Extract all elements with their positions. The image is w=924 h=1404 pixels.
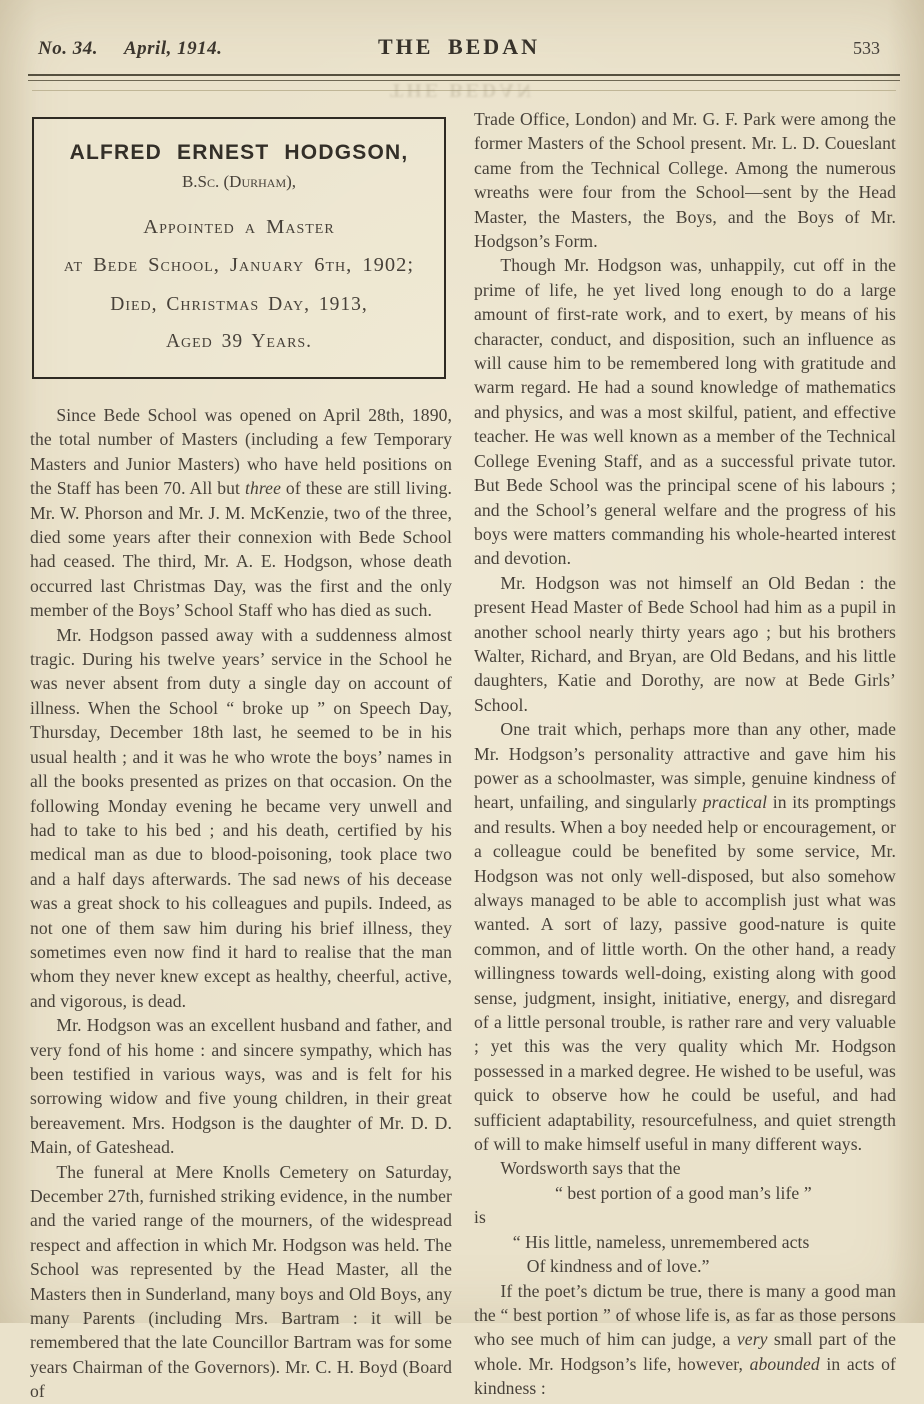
page-header — [26, 26, 902, 60]
issue-date: April, 1914. — [123, 38, 223, 59]
two-column-layout — [26, 107, 902, 1404]
verse-line: Of kindness and of love.” — [526, 1256, 710, 1277]
verse-line: “ best portion of a good man’s life ” — [554, 1182, 812, 1203]
issue-info — [38, 38, 338, 60]
paragraph: Though Mr. Hodgson was, unhappily, cut off in the prime of life, he yet lived long enough to do a large amount of first-rate work, and to exert, by means of his character, conduct, and disposition, such an influence as will cause him to be remembered long with gratitude and warm regard. He had a sound knowledge of mathematics and physics, and was a most skilful, patient, and effective teacher. He was well known as a member of the Technical College Evening Staff, and as a successful private tutor. But Bede School was the principal scene of his labours ; and the School’s general welfare and the progress of his boys were matters commanding his whole-hearted interest and devotion. — [474, 255, 896, 569]
paragraph: Mr. Hodgson was an excellent husband and father, and very fond of his home : and sincere sympathy, which has been testified in various ways, was and is felt for his sorrowing widow and five young children, in their great bereavement. Mrs. Hodgson is the daughter of Mr. D. D. Main, of Gateshead. — [30, 1015, 452, 1158]
verse-line: is — [474, 1207, 486, 1228]
right-column — [474, 107, 896, 1404]
aged-line: Aged 39 Years. — [165, 331, 313, 352]
left-column — [30, 107, 452, 1404]
deceased-degree: B.Sc. (Durham), — [181, 172, 297, 191]
died-line: Died, Christmas Day, 1913, — [110, 294, 368, 315]
paragraph: Since Bede School was opened on April 28th, 1890, the total number of Masters (including a few Temporary Masters and Junior Masters) who have held positions on the Staff has been 70. All but three of these are still living. Mr. W. Phorson and Mr. J. M. McKenzie, two of the three, died some years after their connexion with Bede School had ceased. The third, Mr. A. E. Hodgson, whose death occurred last Christmas Day, was the first and the only member of the Boys’ School Staff who has died as such. — [30, 405, 452, 621]
showthrough-text: THE BEDAN — [389, 79, 535, 101]
issue-number: No. 34. — [38, 38, 98, 59]
appointed-line-2: at Bede School, January 6th, 1902; — [63, 254, 415, 276]
journal-title: THE BEDAN — [378, 34, 540, 59]
verse-line: “ His little, nameless, unremembered acts — [512, 1231, 810, 1252]
appointed-line-1: Appointed a Master — [143, 216, 335, 238]
header-rule-faint — [32, 90, 896, 91]
page-number: 533 — [853, 38, 880, 58]
paragraph: If the poet’s dictum be true, there is many a good man the “ best portion ” of whose life is, as far as those persons who see much of him can judge, a very small part of the whole. Mr. Hodgson’s life, however, abounded in acts of kindness : — [474, 1280, 896, 1399]
paragraph: One trait which, perhaps more than any other, made Mr. Hodgson’s personality attractive and gave him his power as a schoolmaster, was simple, genuine kindness of heart, unfailing, and singularly practical in its promptings and results. When a boy needed help or encouragement, or a colleague could be benefited by some service, Mr. Hodgson was not only well-disposed, but also somehow always managed to be able to accomplish just what was wanted. A sort of lazy, passive good-nature is quite common, and of little worth. On the other hand, a ready willingness towards well-doing, existing along with good sense, judgment, insight, initiative, energy, and disregard of a little personal trouble, is rather rare and very valuable ; yet this was the very quality which Mr. Hodgson possessed in a marked degree. He wished to be useful, was quick to observe how he could be useful, and had sufficient adaptability, resourcefulness, and quiet strength of will to make himself useful in many different ways. — [474, 719, 896, 1155]
obituary-notice-box — [32, 117, 446, 379]
deceased-name: ALFRED ERNEST HODGSON, — [69, 141, 409, 164]
paragraph: Trade Office, London) and Mr. G. F. Park were among the former Masters of the School present. Mr. L. D. Coueslant came from the Technical College. Among the numerous wreaths were four from the School—sent by the Head Master, the Masters, the Boys, and the Boys of Mr. Hodgson’s Form. — [474, 109, 896, 252]
paragraph: Wordsworth says that the — [500, 1158, 681, 1179]
header-rule-double — [28, 74, 900, 81]
paragraph: Mr. Hodgson passed away with a suddenness almost tragic. During his twelve years’ service in the School he was never absent from duty a single day on account of illness. When the School “ broke up ” on Speech Day, Thursday, December 18th last, he seemed to be in his usual health ; and it was he who wrote the boys’ names in all the books presented as prizes on that occasion. On the following Monday evening he became very unwell and had to take to his bed ; and his death, certified by his medical man as due to blood-poisoning, took place two and a half days afterwards. The sad news of his decease was a great shock to his colleagues and pupils. Indeed, as not one of them saw him during his brief illness, they sometimes even now find it hard to realise that the man whom they never knew except as healthy, cheerful, active, and vigorous, is dead. — [30, 624, 452, 1011]
paragraph: Mr. Hodgson was not himself an Old Bedan : the present Head Master of Bede School had him as a pupil in another school nearly thirty years ago ; but his brothers Walter, Richard, and Bryan, are Old Bedans, and his little daughters, Katie and Dorothy, are now at Bede Girls’ School. — [474, 572, 896, 715]
paragraph: The funeral at Mere Knolls Cemetery on Saturday, December 27th, furnished striking evidence, in the number and the varied range of the mourners, of the widespread respect and affection in which Mr. Hodgson was held. The School was represented by the Head Master, all the Masters then in Sunderland, many boys and Old Boys, any many Parents (including Mrs. Bartram : it will be remembered that the late Councillor Bartram was for some years Chairman of the Governors). Mr. C. H. Boyd (Board of — [30, 1161, 452, 1402]
